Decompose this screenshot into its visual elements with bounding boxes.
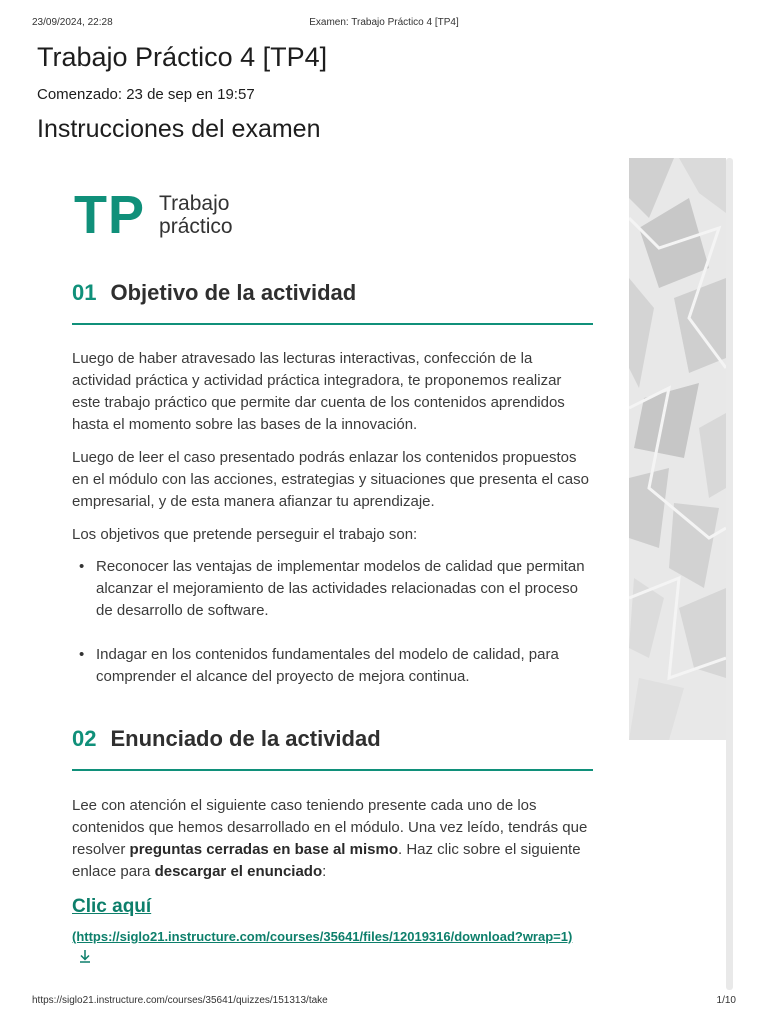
list-item: • Indagar en los contenidos fundamentales del modelo de calidad, para comprender el alcance del proyecto de mejora continua. [72, 644, 592, 688]
list-item: • Reconocer las ventajas de implementar modelos de calidad que permitan alcanzar el mejoramiento de las actividades relacionadas con el proceso de desarrollo de software. [72, 556, 592, 622]
section-title: Enunciado de la actividad [110, 726, 381, 751]
tp-logo-word-1: Trabajo [159, 192, 230, 215]
section-heading-statement [72, 726, 381, 752]
objectives-list-2 [72, 644, 592, 688]
print-date: 23/09/2024, 22:28 [32, 17, 113, 28]
statement-paragraph [72, 795, 592, 883]
scrollbar[interactable] [726, 158, 733, 990]
download-url-text[interactable]: (https://siglo21.instructure.com/courses/35641/files/12019316/download?wrap=1) [72, 929, 573, 944]
started-timestamp: Comenzado: 23 de sep en 19:57 [37, 86, 255, 103]
section-number: 01 [72, 280, 97, 305]
tp-logo-words [159, 192, 233, 238]
decorative-side-image [629, 158, 726, 740]
instructions-heading: Instrucciones del examen [37, 115, 321, 143]
tp-logo-mark: TP [74, 185, 146, 245]
download-link-url[interactable] [72, 926, 592, 969]
print-title: Examen: Trabajo Práctico 4 [TP4] [309, 17, 459, 28]
section-number: 02 [72, 726, 97, 751]
download-icon[interactable] [78, 948, 92, 969]
objective-paragraph-3: Los objetivos que pretende perseguir el trabajo son: [72, 526, 418, 543]
statement-bold-b: descargar el enunciado [154, 863, 323, 880]
tp-logo-word-2: práctico [159, 215, 233, 238]
statement-text-b: . Haz clic sobre el siguiente enlace para [72, 841, 581, 880]
section-title: Objetivo de la actividad [110, 280, 357, 305]
objectives-list [72, 556, 592, 622]
tp-logo [74, 186, 233, 244]
objective-paragraph-2: Luego de leer el caso presentado podrás enlazar los contenidos propuestos en el módulo con las acciones, estrategias y situaciones que presenta el caso empresarial, y de esta manera afianzar tu aprendizaje. [72, 449, 589, 510]
section-heading-objective [72, 280, 356, 306]
quiz-title: Trabajo Práctico 4 [TP4] [37, 42, 328, 72]
statement-text-c: : [322, 863, 327, 880]
print-page-number: 1/10 [716, 995, 736, 1006]
statement-text-a: Lee con atención el siguiente caso teniendo presente cada uno de los contenidos que hemos desarrollado en el módulo. Una vez leído, tendrás que resolver [72, 797, 588, 858]
statement-bold-a: preguntas cerradas en base al mismo [129, 841, 398, 858]
objective-paragraph-1: Luego de haber atravesado las lecturas interactivas, confección de la actividad práctica y actividad práctica integradora, te proponemos realizar este trabajo práctico que permite dar cuenta de los contenidos aprendidos hasta el momento sobre las bases de la innovación. [72, 350, 565, 433]
section-divider [72, 323, 593, 325]
download-link[interactable]: Clic aquí [72, 896, 152, 917]
print-footer-url: https://siglo21.instructure.com/courses/35641/quizzes/151313/take [32, 995, 328, 1006]
section-divider [72, 769, 593, 771]
